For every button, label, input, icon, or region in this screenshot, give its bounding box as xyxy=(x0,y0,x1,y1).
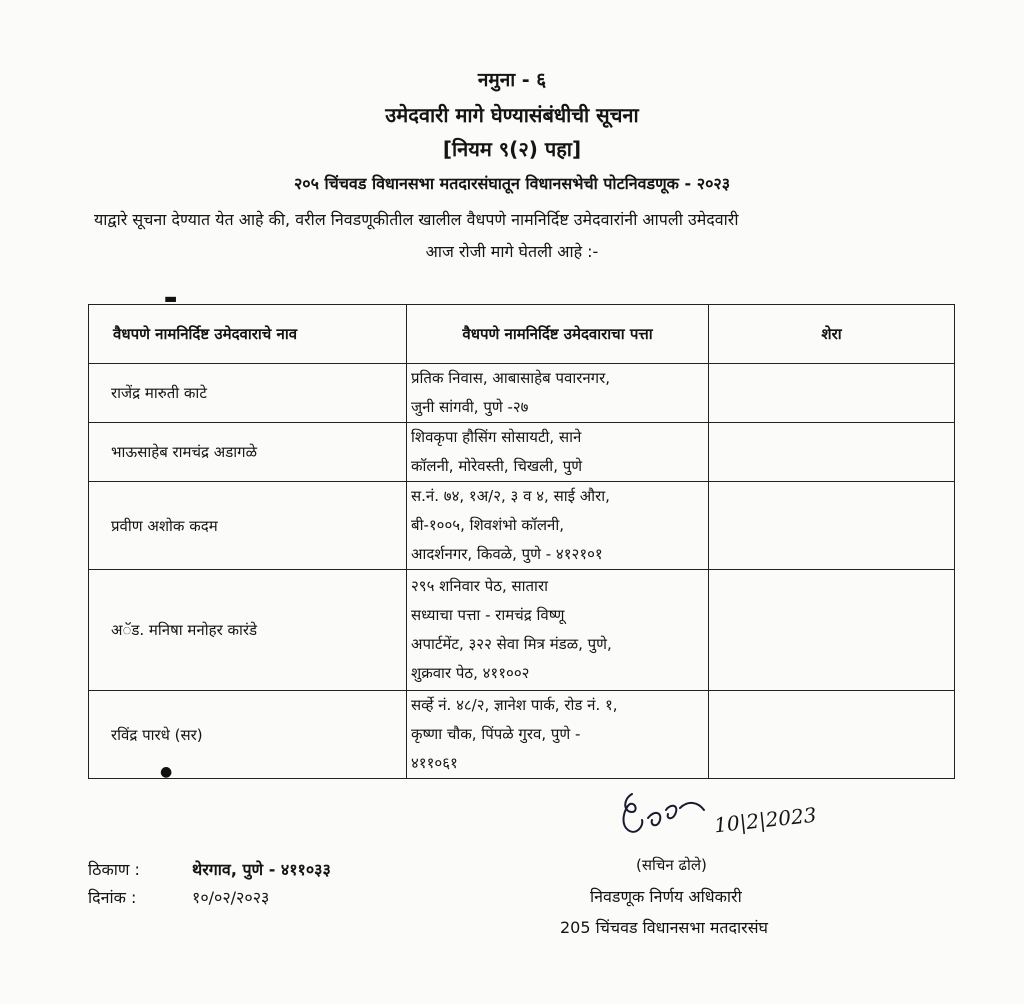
candidate-name: राजेंद्र मारुती काटे xyxy=(89,364,407,423)
table-header-row xyxy=(89,305,955,364)
place-label: ठिकाण : xyxy=(88,860,140,879)
address-line: जुनी सांगवी, पुणे -२७ xyxy=(411,398,529,416)
candidate-name: प्रवीण अशोक कदम xyxy=(89,482,407,570)
table-row xyxy=(89,482,955,570)
candidate-address xyxy=(407,364,709,423)
column-header-name: वैधपणे नामनिर्दिष्ट उमेदवाराचे नाव xyxy=(89,305,407,364)
address-line: २९५ शनिवार पेठ, सातारा xyxy=(411,577,548,595)
candidate-remark xyxy=(709,423,955,482)
candidate-remark xyxy=(709,364,955,423)
officer-title: निवडणूक निर्णय अधिकारी xyxy=(590,887,742,906)
candidate-remark xyxy=(709,482,955,570)
candidate-remark xyxy=(709,570,955,691)
notice-title: उमेदवारी मागे घेण्यासंबंधीची सूचना xyxy=(385,103,639,127)
candidate-address xyxy=(407,570,709,691)
candidate-remark xyxy=(709,691,955,779)
candidate-address xyxy=(407,691,709,779)
signature-icon xyxy=(618,790,718,850)
candidate-name: भाऊसाहेब रामचंद्र अडागळे xyxy=(89,423,407,482)
candidate-name: रविंद्र पारधे (सर) xyxy=(89,691,407,779)
address-line: आदर्शनगर, किवळे, पुणे - ४१२१०१ xyxy=(411,545,603,563)
date-label: दिनांक : xyxy=(88,888,137,907)
place-value: थेरगाव, पुणे - ४११०३३ xyxy=(192,860,331,879)
intro-text-line1: याद्वारे सूचना देण्यात येत आहे की, वरील निवडणूकीतील खालील वैधपणे नामनिर्दिष्ट उमेदवारांनी आपली उमेदवारी xyxy=(94,210,739,229)
table-row xyxy=(89,423,955,482)
address-line: स.नं. ७४, १अ/२, ३ व ४, साई औरा, xyxy=(411,487,610,505)
address-line: कृष्णा चौक, पिंपळे गुरव, पुणे - xyxy=(411,725,581,743)
candidate-address xyxy=(407,482,709,570)
date-value: १०/०२/२०२३ xyxy=(192,888,270,907)
officer-constituency: 205 चिंचवड विधानसभा मतदारसंघ xyxy=(560,918,768,937)
intro-text-line2: आज रोजी मागे घेतली आहे :- xyxy=(425,242,599,261)
stray-mark: ▬ xyxy=(164,291,178,307)
address-line: प्रतिक निवास, आबासाहेब पवारनगर, xyxy=(411,369,611,387)
signature-date: 10|2|2023 xyxy=(713,802,818,838)
address-line: बी-१००५, शिवशंभो कॉलनी, xyxy=(411,516,564,534)
election-name: २०५ चिंचवड विधानसभा मतदारसंघातून विधानसभेची पोटनिवडणूक - २०२३ xyxy=(293,174,731,193)
stray-mark: ● xyxy=(160,764,173,780)
column-header-address: वैधपणे नामनिर्दिष्ट उमेदवाराचा पत्ता xyxy=(407,305,709,364)
candidate-address xyxy=(407,423,709,482)
form-number: नमुना - ६ xyxy=(477,69,547,91)
address-line: शुक्रवार पेठ, ४११००२ xyxy=(411,664,530,682)
table-row xyxy=(89,570,955,691)
address-line: कॉलनी, मोरेवस्ती, चिखली, पुणे xyxy=(411,457,583,475)
address-line: ४११०६१ xyxy=(411,754,458,772)
address-line: शिवकृपा हौसिंग सोसायटी, साने xyxy=(411,428,582,446)
column-header-remark: शेरा xyxy=(709,305,955,364)
address-line: सध्याचा पत्ता - रामचंद्र विष्णू xyxy=(411,606,565,624)
table-row xyxy=(89,691,955,779)
table-row xyxy=(89,364,955,423)
address-line: सर्व्हे नं. ४८/२, ज्ञानेश पार्क, रोड नं. १, xyxy=(411,696,618,714)
officer-name: (सचिन ढोले) xyxy=(636,856,707,874)
address-line: अपार्टमेंट, ३२२ सेवा मित्र मंडळ, पुणे, xyxy=(411,635,612,653)
candidate-name: अॅड. मनिषा मनोहर कारंडे xyxy=(89,570,407,691)
rule-reference: [नियम ९(२) पहा] xyxy=(442,137,582,161)
candidates-table xyxy=(88,304,955,779)
